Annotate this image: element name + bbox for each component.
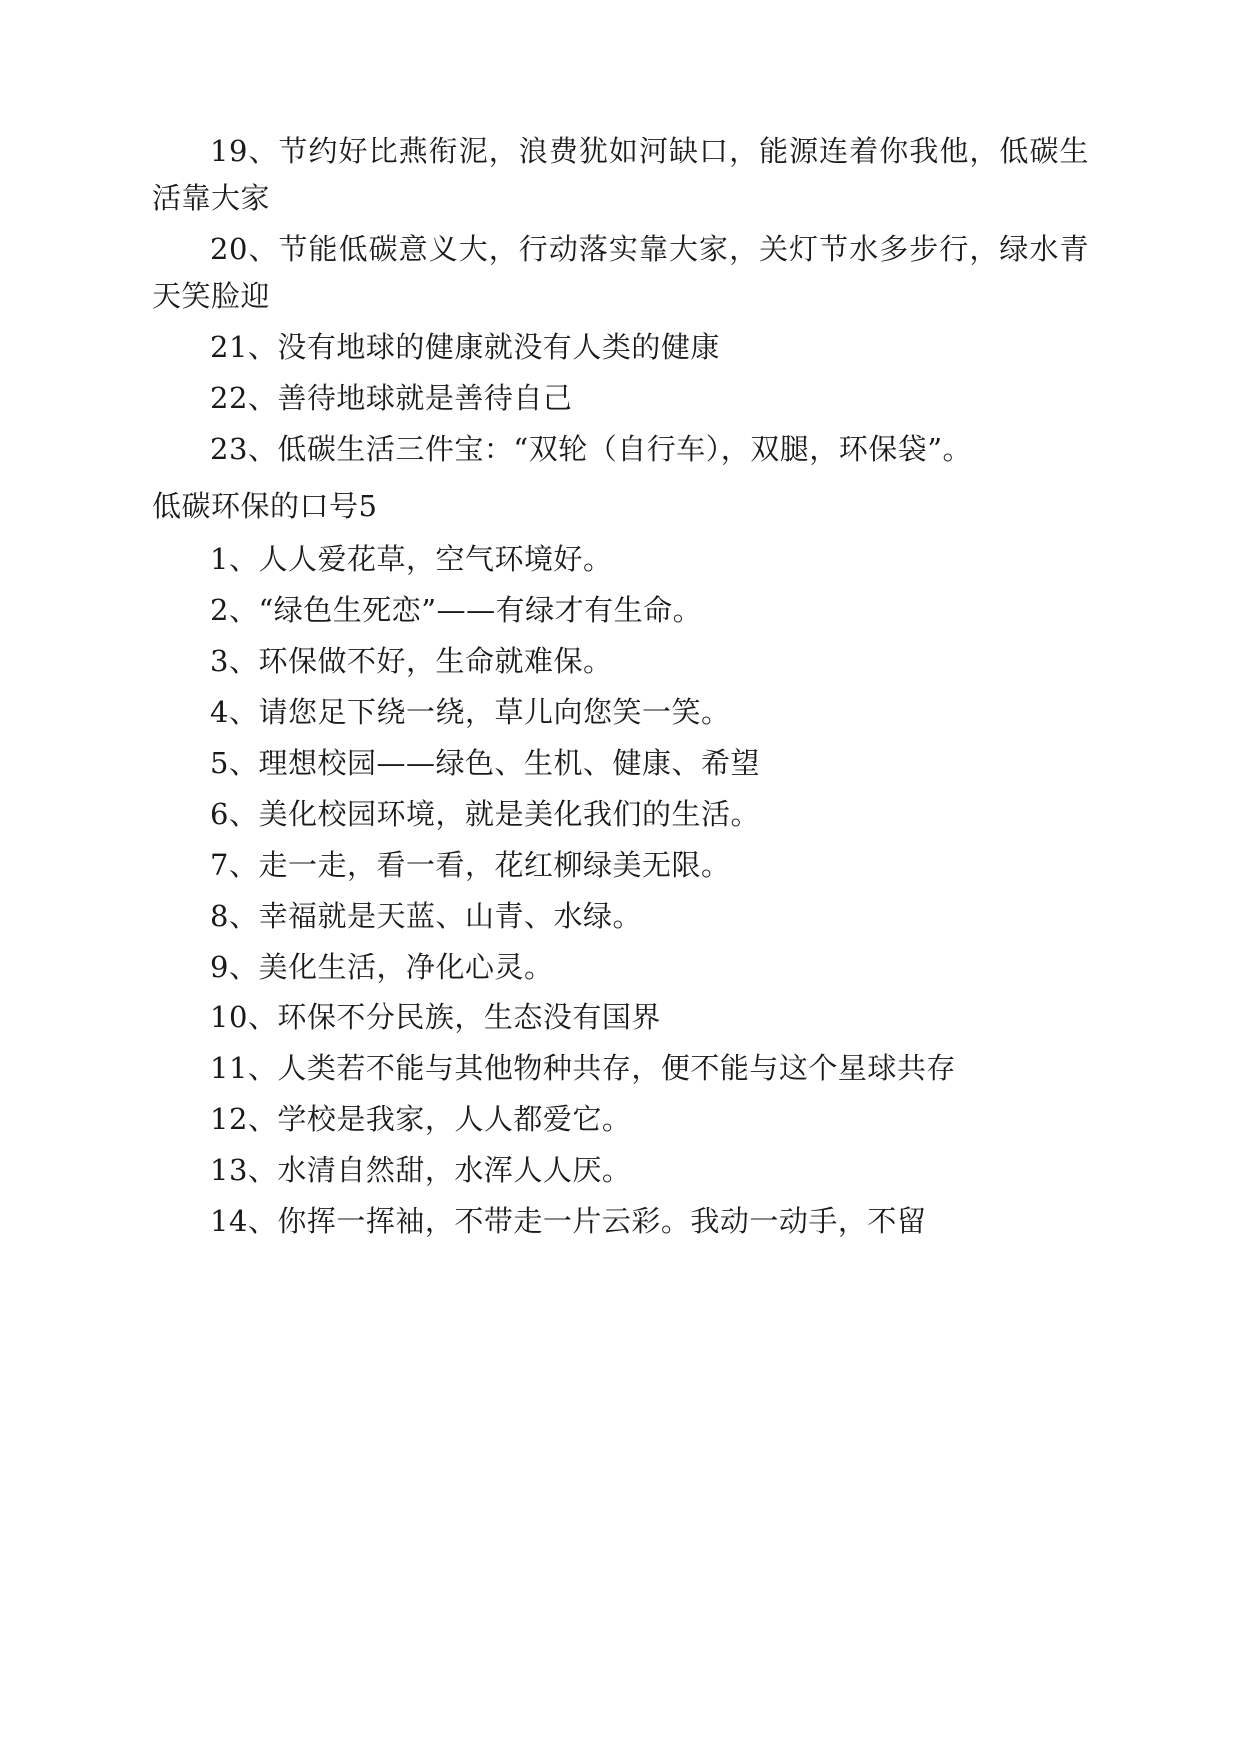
slogan-item-11: 11、人类若不能与其他物种共存，便不能与这个星球共存 xyxy=(210,1051,956,1086)
document-body xyxy=(152,128,1089,1245)
slogan-item-19: 19、节约好比燕衔泥，浪费犹如河缺口，能源连着你我他，低碳生活靠大家 xyxy=(152,134,1089,215)
slogan-item-20: 20、节能低碳意义大，行动落实靠大家，关灯节水多步行，绿水青天笑脸迎 xyxy=(152,231,1089,313)
slogan-item-10: 10、环保不分民族，生态没有国界 xyxy=(210,1000,661,1035)
slogan-item-21: 21、没有地球的健康就没有人类的健康 xyxy=(210,329,720,364)
slogan-item-5: 5、理想校园——绿色、生机、健康、希望 xyxy=(210,745,760,780)
slogan-item-12: 12、学校是我家，人人都爱它。 xyxy=(210,1102,632,1137)
slogan-item-6: 6、美化校园环境，就是美化我们的生活。 xyxy=(210,796,760,831)
slogan-item-3: 3、环保做不好，生命就难保。 xyxy=(210,643,613,678)
slogan-item-4: 4、请您足下绕一绕，草儿向您笑一笑。 xyxy=(210,694,731,729)
slogan-item-22: 22、善待地球就是善待自己 xyxy=(210,380,573,415)
slogan-item-7: 7、走一走，看一看，花红柳绿美无限。 xyxy=(210,847,731,882)
slogan-item-8: 8、幸福就是天蓝、山青、水绿。 xyxy=(210,898,642,933)
slogan-item-13: 13、水清自然甜，水浑人人厌。 xyxy=(210,1153,632,1188)
slogan-item-2: 2、“绿色生死恋”——有绿才有生命。 xyxy=(210,592,703,627)
slogan-item-1: 1、人人爱花草，空气环境好。 xyxy=(210,541,613,576)
slogan-item-23: 23、低碳生活三件宝：“双轮（自行车），双腿，环保袋”。 xyxy=(210,431,973,466)
section-heading-5: 低碳环保的口号5 xyxy=(152,488,378,523)
slogan-item-9: 9、美化生活，净化心灵。 xyxy=(210,949,554,984)
slogan-item-14: 14、你挥一挥袖，不带走一片云彩。我动一动手，不留 xyxy=(210,1204,927,1239)
